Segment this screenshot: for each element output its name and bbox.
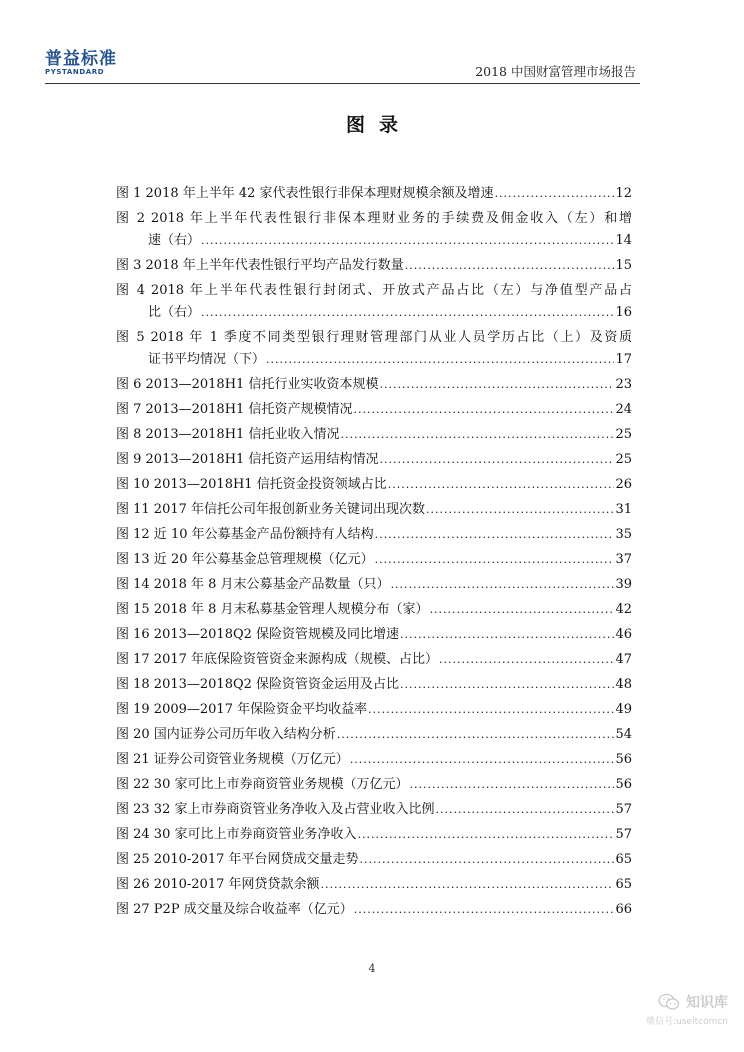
figure-entry-page: 66 [615, 902, 632, 917]
figure-entry[interactable] [116, 549, 632, 571]
figure-entry-line2 [116, 302, 632, 324]
dot-leader [379, 449, 614, 471]
dot-leader [353, 399, 614, 421]
dot-leader [337, 724, 615, 746]
figure-entry-title: 图 24 30 家可比上市券商资管业务净收入 [116, 827, 357, 842]
figure-entry-title: 图 11 2017 年信托公司年报创新业务关键词出现次数 [116, 502, 426, 517]
figure-entry[interactable] [116, 474, 632, 496]
figure-entry[interactable] [116, 799, 632, 821]
figure-entry-page: 17 [615, 352, 632, 367]
figure-entry-title-line1: 图 4 2018 年上半年代表性银行封闭式、开放式产品占比（左）与净值型产品占 [116, 283, 632, 298]
figure-entry-page: 16 [615, 305, 632, 320]
figure-entry-page: 14 [615, 233, 632, 248]
figure-entry[interactable] [116, 849, 632, 871]
figure-entry-page: 37 [615, 552, 632, 567]
figure-entry-page: 57 [615, 827, 632, 842]
figure-entry-title-line1: 图 5 2018 年 1 季度不同类型银行理财管理部门从业人员学历占比（上）及资质 [116, 330, 632, 345]
figure-entry-title: 图 6 2013—2018H1 信托行业实收资本规模 [116, 377, 379, 392]
figure-entry-title: 图 22 30 家可比上市券商资管业务规模（万亿元） [116, 777, 409, 792]
figure-entry[interactable] [116, 183, 632, 205]
figure-entry-page: 42 [615, 602, 632, 617]
figure-entry-title: 图 23 32 家上市券商资管业务净收入及占营业收入比例 [116, 802, 435, 817]
dot-leader [439, 649, 614, 671]
figure-entry-title: 图 21 证券公司资管业务规模（万亿元） [116, 752, 349, 767]
dot-leader [495, 183, 615, 205]
figure-entry-title: 图 26 2010-2017 年网贷贷款余额 [116, 877, 320, 892]
figure-entry[interactable] [116, 649, 632, 671]
figure-entry-page: 49 [615, 702, 632, 717]
figure-entry-title: 图 10 2013—2018H1 信托资金投资领域占比 [116, 477, 387, 492]
dot-leader [201, 230, 614, 252]
figure-entry-title: 图 25 2010-2017 年平台网贷成交量走势 [116, 852, 359, 867]
dot-leader [350, 749, 615, 771]
watermark-name: 知识库 [686, 995, 728, 1011]
page-number: 4 [368, 962, 376, 975]
figure-entry-page: 26 [615, 477, 632, 492]
figure-entry-page: 35 [615, 527, 632, 542]
page-title: 图录 [345, 114, 412, 136]
figure-entry-title: 图 18 2013—2018Q2 保险资管资金运用及占比 [116, 677, 400, 692]
figure-entry-title: 图 17 2017 年底保险资管资金来源构成（规模、占比） [116, 652, 439, 667]
figure-entry-page: 15 [615, 258, 632, 273]
figure-entry[interactable] [116, 774, 632, 796]
figure-entry-page: 57 [615, 802, 632, 817]
figure-entry-title: 图 19 2009—2017 年保险资金平均收益率 [116, 702, 368, 717]
figure-entry-page: 25 [615, 427, 632, 442]
dot-leader [357, 824, 614, 846]
figure-entry[interactable] [116, 874, 632, 896]
figure-entry[interactable] [116, 208, 632, 252]
figure-entry[interactable] [116, 674, 632, 696]
dot-leader [426, 499, 614, 521]
figure-entry-page: 12 [615, 186, 632, 201]
figure-entry-title: 图 16 2013—2018Q2 保险资管规模及同比增速 [116, 627, 400, 642]
figure-entry-page: 39 [615, 577, 632, 592]
figure-entry-page: 54 [615, 727, 632, 742]
figure-entry[interactable] [116, 574, 632, 596]
figure-entry-title: 图 15 2018 年 8 月末私募基金管理人规模分布（家） [116, 602, 429, 617]
figure-entry-page: 65 [615, 877, 632, 892]
figure-entry-page: 56 [615, 777, 632, 792]
figure-entry-title: 图 8 2013—2018H1 信托业收入情况 [116, 427, 340, 442]
figure-entry-title: 图 1 2018 年上半年 42 家代表性银行非保本理财规模余额及增速 [116, 186, 494, 201]
dot-leader [379, 374, 614, 396]
figure-entry[interactable] [116, 399, 632, 421]
dot-leader [354, 899, 615, 921]
dot-leader [388, 474, 615, 496]
figure-entry-title: 图 27 P2P 成交量及综合收益率（亿元） [116, 902, 353, 917]
figure-entry-title: 图 9 2013—2018H1 信托资产运用结构情况 [116, 452, 379, 467]
dot-leader [266, 349, 614, 371]
figure-entry-page: 24 [615, 402, 632, 417]
report-title: 2018 中国财富管理市场报告 [475, 64, 636, 79]
dot-leader [435, 799, 614, 821]
figure-entry-title: 图 12 近 10 年公募基金产品份额持有人结构 [116, 527, 374, 542]
figure-entry-page: 25 [615, 452, 632, 467]
figure-entry-title-line1: 图 2 2018 年上半年代表性银行非保本理财业务的手续费及佣金收入（左）和增 [116, 211, 632, 226]
figure-entry-line2 [116, 230, 632, 252]
figure-entry[interactable] [116, 424, 632, 446]
figure-entry-page: 46 [615, 627, 632, 642]
watermark [608, 992, 728, 1038]
figure-entry[interactable] [116, 724, 632, 746]
figure-entry[interactable] [116, 749, 632, 771]
figure-entry-page: 47 [615, 652, 632, 667]
figure-entry-page: 56 [615, 752, 632, 767]
figure-entry[interactable] [116, 255, 632, 277]
figure-entry[interactable] [116, 449, 632, 471]
figure-entry-page: 65 [615, 852, 632, 867]
figure-entry[interactable] [116, 624, 632, 646]
figure-entry[interactable] [116, 699, 632, 721]
figure-entry[interactable] [116, 824, 632, 846]
figure-entry[interactable] [116, 280, 632, 324]
figure-entry[interactable] [116, 524, 632, 546]
logo-chinese-name: 普益标准 [45, 49, 117, 69]
figure-list [116, 183, 632, 924]
figure-entry[interactable] [116, 374, 632, 396]
figure-entry-title: 图 20 国内证券公司历年收入结构分析 [116, 727, 336, 742]
figure-entry-title: 图 7 2013—2018H1 信托资产规模情况 [116, 402, 353, 417]
dot-leader [201, 302, 614, 324]
dot-leader [368, 699, 614, 721]
dot-leader [375, 549, 615, 571]
dot-leader [409, 774, 614, 796]
dot-leader [321, 874, 615, 896]
dot-leader [391, 574, 615, 596]
figure-entry-title: 图 14 2018 年 8 月末公募基金产品数量（只） [116, 577, 390, 592]
dot-leader [430, 599, 615, 621]
logo-english-name: PYSTANDARD [45, 68, 105, 76]
dot-leader [360, 849, 615, 871]
figure-entry[interactable] [116, 499, 632, 521]
dot-leader [400, 624, 614, 646]
dot-leader [340, 424, 614, 446]
dot-leader [375, 524, 615, 546]
figure-entry-page: 23 [615, 377, 632, 392]
figure-entry[interactable] [116, 599, 632, 621]
figure-entry-title-line2: 比（右） [148, 305, 201, 320]
brand-logo [45, 50, 135, 77]
figure-entry-page: 31 [615, 502, 632, 517]
header-divider [45, 83, 640, 84]
figure-entry-line2 [116, 349, 632, 371]
figure-entry-title: 图 13 近 20 年公募基金总管理规模（亿元） [116, 552, 374, 567]
wechat-icon [658, 993, 680, 1011]
figure-entry-title-line2: 证书平均情况（下） [148, 352, 266, 367]
figure-entry-title: 图 3 2018 年上半年代表性银行平均产品发行数量 [116, 258, 404, 273]
dot-leader [400, 674, 614, 696]
figure-entry[interactable] [116, 327, 632, 371]
figure-entry[interactable] [116, 899, 632, 921]
watermark-account: 微信号:useitcomcn [646, 1017, 728, 1027]
figure-entry-page: 48 [615, 677, 632, 692]
figure-entry-title-line2: 速（右） [148, 233, 201, 248]
dot-leader [405, 255, 615, 277]
